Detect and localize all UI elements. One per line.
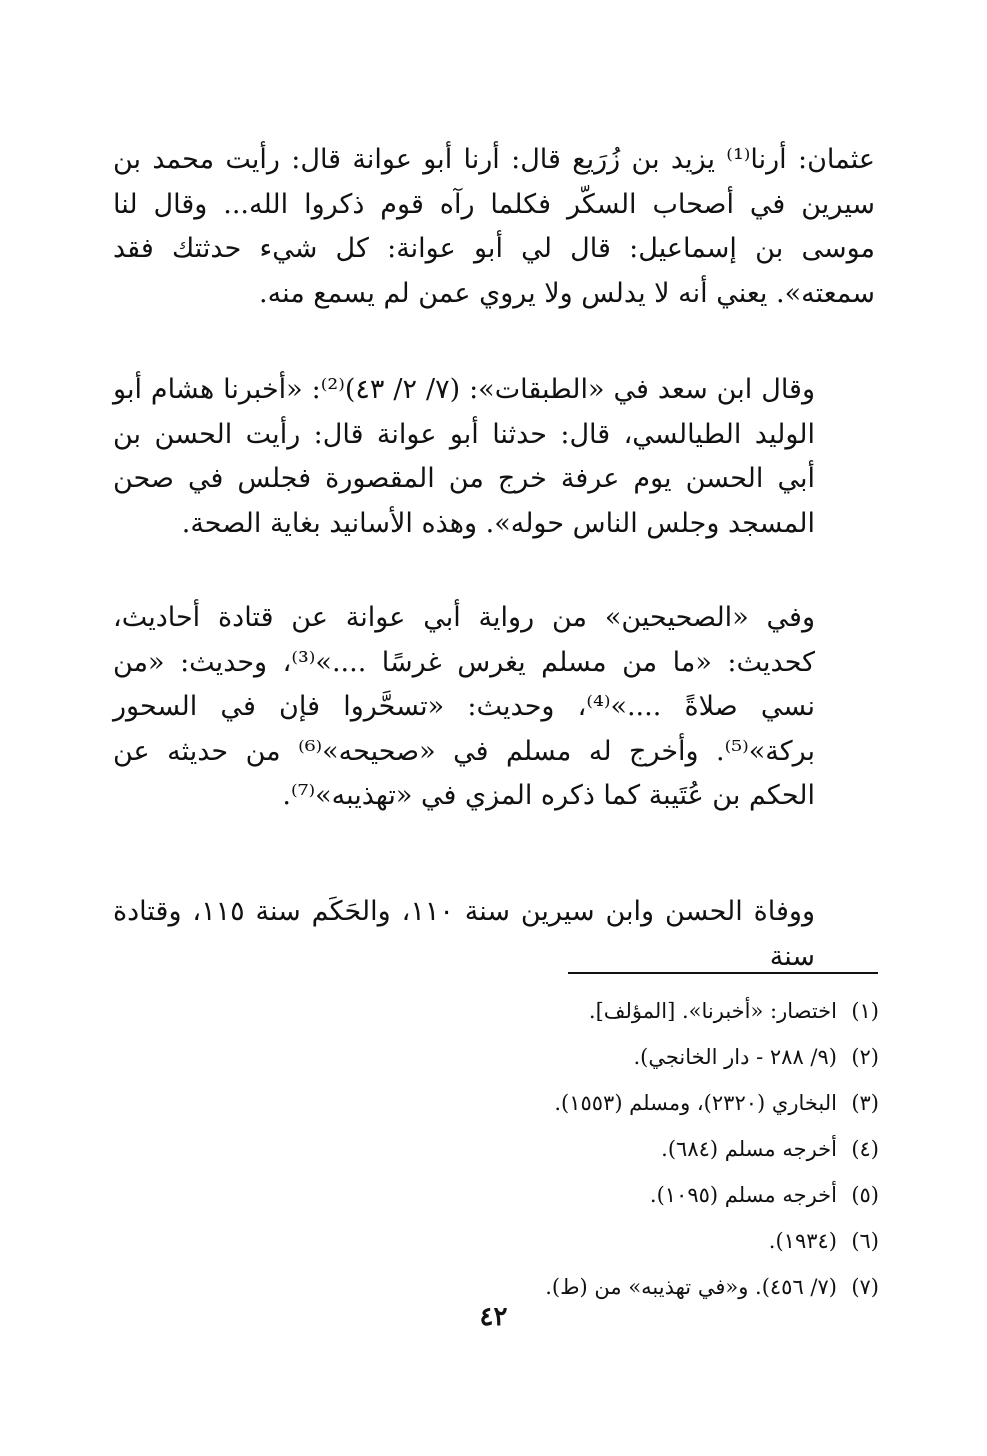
footnote-text: (٩/ ٢٨٨ - دار الخانجي). (633, 1045, 837, 1069)
footnote-number: (٧) (851, 1275, 879, 1299)
footnote-number: (٦) (851, 1229, 879, 1253)
footnote-5 (179, 1172, 879, 1218)
footnote-text: (٧/ ٤٥٦). و«في تهذيبه» من (ط). (545, 1275, 837, 1299)
footnote-text: البخاري (٢٣٢٠)، ومسلم (١٥٥٣). (554, 1091, 837, 1115)
paragraph-text: ووفاة الحسن وابن سيرين سنة ١١٠، والحَكَم سنة ١١٥، وقتادة سنة (113, 896, 815, 972)
paragraph-1 (113, 138, 875, 316)
footnote-text: اختصار: «أخبرنا». [المؤلف]. (588, 999, 837, 1023)
paragraph-text: وقال ابن سعد في «الطبقات»: (٧/ ٢/ ٤٣)⁽²⁾: «أخبرنا هشام أبو الوليد الطيالسي، قال: حدثنا أبو عوانة قال: رأيت الحسن بن أبي الحسن يوم عرفة خرج من المقصورة فجلس في صحن المسجد وجلس الناس حوله». وهذه الأسانيد بغاية الصحة. (113, 374, 816, 539)
footnote-4 (179, 1126, 879, 1172)
footnote-number: (١) (851, 999, 879, 1023)
footnotes (179, 988, 879, 1310)
footnote-text: أخرجه مسلم (٦٨٤). (661, 1137, 837, 1161)
paragraph-4 (113, 890, 875, 979)
page-number: ٤٢ (479, 1302, 508, 1332)
footnote-2 (179, 1034, 879, 1080)
paragraph-text: وفي «الصحيحين» من رواية أبي عوانة عن قتادة أحاديث، كحديث: «ما من مسلم يغرس غرسًا ....»⁽³⁾، وحديث: «من نسي صلاةً ....»⁽⁴⁾، وحديث: «تسحَّروا فإن في السحور بركة»⁽⁵⁾. وأخرج له مسلم في «صحيحه»⁽⁶⁾ من حديثه عن الحكم بن عُتَيبة كما ذكره المزي في «تهذيبه»⁽⁷⁾. (113, 602, 816, 811)
footnote-text: أخرجه مسلم (١٠٩٥). (649, 1183, 837, 1207)
footnote-number: (٣) (851, 1091, 879, 1115)
paragraph-2 (113, 368, 875, 546)
footnote-6 (179, 1218, 879, 1264)
footnote-number: (٤) (851, 1137, 879, 1161)
footnote-3 (179, 1080, 879, 1126)
paragraph-text: عثمان: أرنا⁽¹⁾ يزيد بن زُرَيع قال: أرنا أبو عوانة قال: رأيت محمد بن سيرين في أصحاب السكّر فكلما رآه قوم ذكروا الله... وقال لنا موسى بن إسماعيل: قال لي أبو عوانة: كل شيء حدثتك فقد سمعته». يعني أنه لا يدلس ولا يروي عمن لم يسمع منه. (113, 144, 876, 309)
footnote-number: (٥) (851, 1183, 879, 1207)
footnote-number: (٢) (851, 1045, 879, 1069)
footnote-1 (179, 988, 879, 1034)
footnote-text: (١٩٣٤). (768, 1229, 837, 1253)
footnote-divider (568, 972, 878, 974)
paragraph-3 (113, 596, 875, 819)
